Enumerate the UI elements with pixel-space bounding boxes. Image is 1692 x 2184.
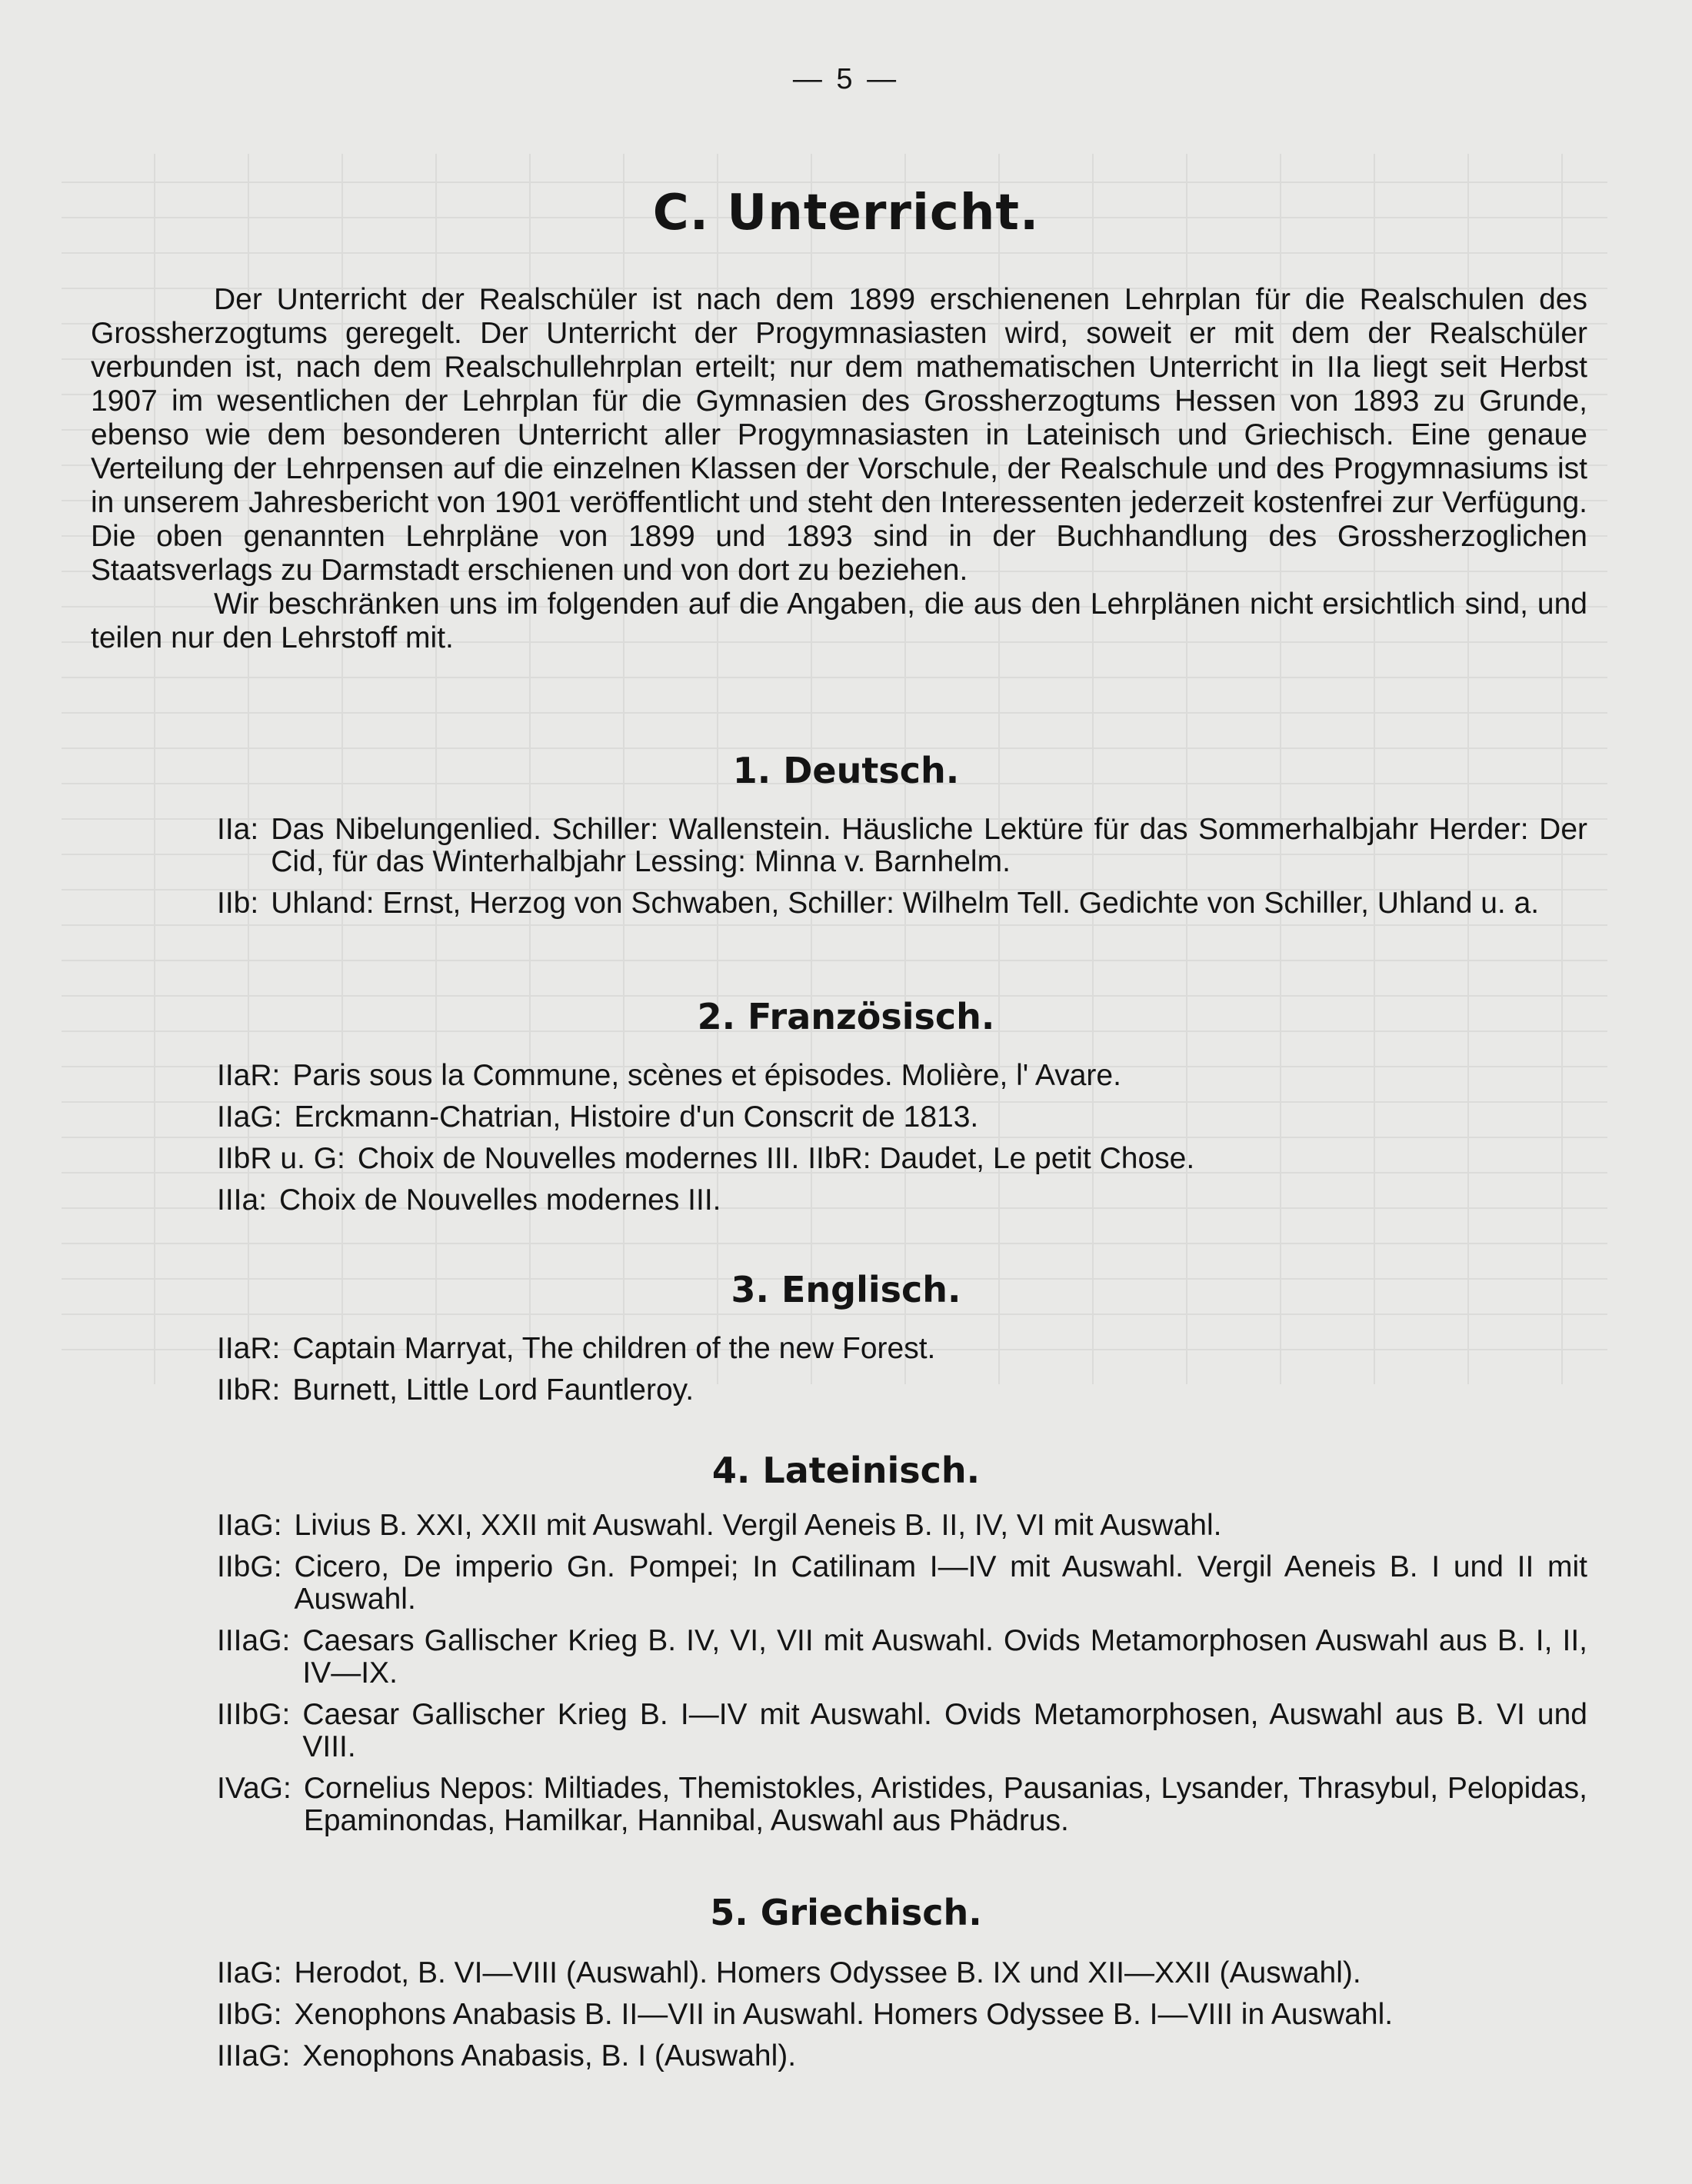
class-code: IIbG: xyxy=(217,1550,282,1583)
section-heading-griechisch: 5. Griechisch. xyxy=(710,1892,982,1933)
list-item xyxy=(217,1333,1587,1365)
entry-text: Paris sous la Commune, scènes et épisodes. Molière, l' Avare. xyxy=(292,1059,1121,1092)
class-code: IVaG: xyxy=(217,1772,291,1805)
entry-text: Caesars Gallischer Krieg B. IV, VI, VII mit Auswahl. Ovids Metamorphosen Auswahl aus B. I, II, IV—IX. xyxy=(302,1624,1587,1690)
class-code: IIbR: xyxy=(217,1373,281,1407)
entry-text: Cicero, De imperio Gn. Pompei; In Catilinam I—IV mit Auswahl. Vergil Aeneis B. I und II mit Auswahl. xyxy=(294,1550,1587,1616)
section-griechisch-entries xyxy=(217,1957,1587,2082)
list-item xyxy=(217,1999,1587,2031)
section-heading-englisch: 3. Englisch. xyxy=(731,1269,961,1310)
class-code: IIIbG: xyxy=(217,1698,291,1731)
section-franzoesisch-entries xyxy=(217,1060,1587,1226)
class-code: IIbG: xyxy=(217,1998,282,2031)
list-item xyxy=(217,887,1587,920)
class-code: IIb: xyxy=(217,887,259,920)
class-code: IIbR u. G: xyxy=(217,1142,345,1175)
entry-text: Xenophons Anabasis, B. I (Auswahl). xyxy=(302,2039,797,2072)
list-item xyxy=(217,1143,1587,1175)
list-item xyxy=(217,1773,1587,1837)
list-item xyxy=(217,1699,1587,1763)
class-code: IIaG: xyxy=(217,1956,282,1989)
entry-text: Livius B. XXI, XXII mit Auswahl. Vergil Aeneis B. II, IV, VI mit Auswahl. xyxy=(294,1509,1222,1542)
list-item xyxy=(217,2040,1587,2072)
intro-text xyxy=(91,283,1587,655)
section-heading-lateinisch: 4. Lateinisch. xyxy=(711,1450,981,1491)
section-englisch-entries xyxy=(217,1333,1587,1416)
class-code: IIIaG: xyxy=(217,1624,291,1657)
list-item xyxy=(217,1374,1587,1407)
intro-paragraph-1: Der Unterricht der Realschüler ist nach dem 1899 erschienenen Lehrplan für die Realschulen des Grossherzogtums geregelt. Der Unterricht der Progymnasiasten wird, soweit er mit dem der Realschüler verbunden ist, nach dem Realschullehrplan erteilt; nur dem mathematischen Unterricht in IIa liegt seit Herbst 1907 im wesentlichen der Lehrplan für die Gymnasien des Grossherzogtums Hessen von 1893 zu Grunde, ebenso wie dem besonderen Unterricht aller Progymnasiasten in Lateinisch und Griechisch. Eine genaue Verteilung der Lehrpensen auf die einzelnen Klassen der Vorschule, der Realschule und des Progymnasiums ist in unserem Jahresbericht von 1901 veröffentlicht und steht den Interessenten jederzeit kostenfrei zur Verfügung. Die oben genannten Lehrpläne von 1899 und 1893 sind in der Buchhandlung des Grossherzoglichen Staatsverlags zu Darmstadt erschienen und von dort zu beziehen. xyxy=(91,283,1587,587)
entry-text: Choix de Nouvelles modernes III. IIbR: Daudet, Le petit Chose. xyxy=(357,1142,1195,1175)
list-item xyxy=(217,1625,1587,1690)
section-lateinisch-entries xyxy=(217,1510,1587,1846)
entry-text: Choix de Nouvelles modernes III. xyxy=(279,1184,721,1217)
entry-text: Xenophons Anabasis B. II—VII in Auswahl. Homers Odyssee B. I—VIII in Auswahl. xyxy=(294,1998,1394,2031)
class-code: IIaG: xyxy=(217,1100,282,1134)
class-code: IIa: xyxy=(217,813,259,846)
entry-text: Das Nibelungenlied. Schiller: Wallenstein. Häusliche Lektüre für das Sommerhalbjahr Herder: Der Cid, für das Winterhalbjahr Lessing: Minna v. Barnhelm. xyxy=(271,813,1587,878)
page-title: C. Unterricht. xyxy=(652,185,1040,241)
list-item xyxy=(217,1957,1587,1989)
entry-text: Erckmann-Chatrian, Histoire d'un Conscrit de 1813. xyxy=(294,1100,979,1134)
class-code: IIIaG: xyxy=(217,2039,291,2072)
page-number: — 5 — xyxy=(792,63,900,95)
entry-text: Herodot, B. VI—VIII (Auswahl). Homers Odyssee B. IX und XII—XXII (Auswahl). xyxy=(294,1956,1361,1989)
section-heading-franzoesisch: 2. Französisch. xyxy=(697,996,995,1037)
class-code: IIIa: xyxy=(217,1184,268,1217)
list-item xyxy=(217,1551,1587,1616)
entry-text: Captain Marryat, The children of the new Forest. xyxy=(292,1332,936,1365)
class-code: IIaG: xyxy=(217,1509,282,1542)
list-item xyxy=(217,1060,1587,1092)
section-heading-deutsch: 1. Deutsch. xyxy=(732,750,960,791)
class-code: IIaR: xyxy=(217,1059,281,1092)
intro-paragraph-2: Wir beschränken uns im folgenden auf die Angaben, die aus den Lehrplänen nicht ersichtlich sind, und teilen nur den Lehrstoff mit. xyxy=(91,588,1587,654)
section-deutsch-entries xyxy=(217,814,1587,929)
entry-text: Uhland: Ernst, Herzog von Schwaben, Schiller: Wilhelm Tell. Gedichte von Schiller, Uhland u. a. xyxy=(271,887,1540,920)
list-item xyxy=(217,814,1587,878)
entry-text: Caesar Gallischer Krieg B. I—IV mit Auswahl. Ovids Metamorphosen, Auswahl aus B. VI und VIII. xyxy=(302,1698,1587,1763)
list-item xyxy=(217,1101,1587,1134)
class-code: IIaR: xyxy=(217,1332,281,1365)
entry-text: Burnett, Little Lord Fauntleroy. xyxy=(292,1373,694,1407)
entry-text: Cornelius Nepos: Miltiades, Themistokles, Aristides, Pausanias, Lysander, Thrasybul, Pelopidas, Epaminondas, Hamilkar, Hannibal, Auswahl aus Phädrus. xyxy=(303,1772,1587,1837)
list-item xyxy=(217,1184,1587,1217)
list-item xyxy=(217,1510,1587,1542)
